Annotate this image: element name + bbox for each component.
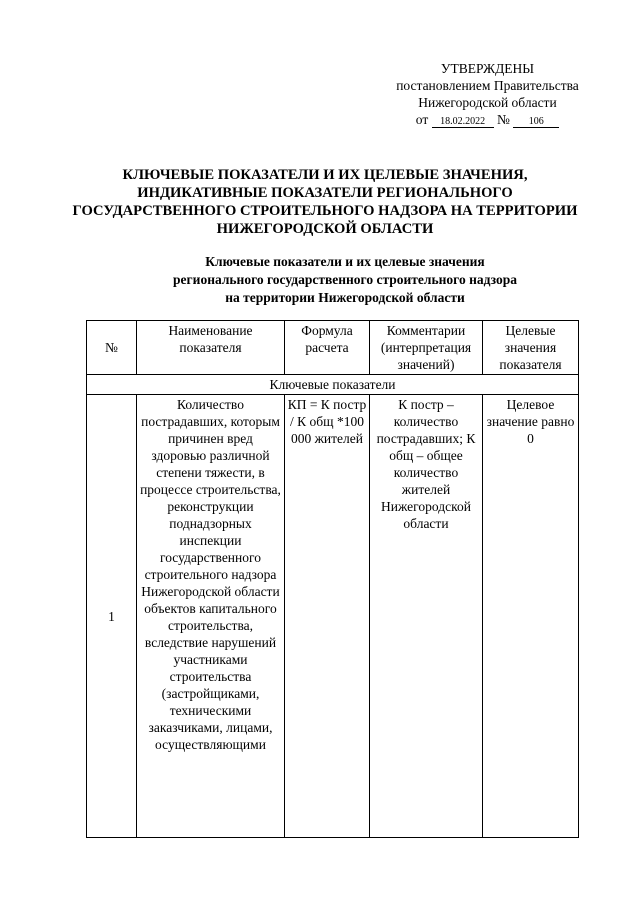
approval-number: 106: [513, 116, 559, 128]
approval-line: Нижегородской области: [418, 95, 557, 110]
table-title: [40, 253, 640, 307]
cell-target: Целевое значение равно 0: [483, 395, 579, 838]
section-row: [87, 375, 579, 395]
header-target: Целевые значения показателя: [483, 321, 579, 375]
header-formula: Формула расчета: [285, 321, 370, 375]
indicators-table: [86, 320, 579, 838]
date-prefix: от: [415, 112, 429, 127]
table-row: [87, 395, 579, 838]
cell-num: 1: [87, 395, 137, 838]
approval-date-line: [380, 111, 595, 128]
subtitle-line: на территории Нижегородской области: [225, 290, 465, 305]
approval-heading: УТВЕРЖДЕНЫ: [440, 61, 535, 76]
header-num: №: [87, 321, 137, 375]
title-line: ИНДИКАТИВНЫЕ ПОКАЗАТЕЛИ РЕГИОНАЛЬНОГО: [137, 185, 513, 201]
approval-date: 18.02.2022: [432, 116, 494, 128]
document-title: [40, 166, 610, 238]
cell-formula: КП = К постр / К общ *100 000 жителей: [285, 395, 370, 838]
title-line: НИЖЕГОРОДСКОЙ ОБЛАСТИ: [216, 221, 434, 237]
number-prefix: №: [496, 112, 510, 127]
section-label: Ключевые показатели: [87, 375, 579, 395]
table-header-row: [87, 321, 579, 375]
title-line: КЛЮЧЕВЫЕ ПОКАЗАТЕЛИ И ИХ ЦЕЛЕВЫЕ ЗНАЧЕНИЯ,: [122, 167, 528, 183]
subtitle-line: регионального государственного строительного надзора: [173, 272, 517, 287]
approval-block: [380, 60, 595, 128]
cell-comments: К постр – количество пострадавших; К общ – общее количество жителей Нижегородской области: [370, 395, 483, 838]
title-line: ГОСУДАРСТВЕННОГО СТРОИТЕЛЬНОГО НАДЗОРА НА ТЕРРИТОРИИ: [72, 203, 578, 219]
header-comments: Комментарии (интерпретация значений): [370, 321, 483, 375]
subtitle-line: Ключевые показатели и их целевые значения: [205, 254, 485, 269]
cell-name: Количество пострадавших, которым причинен вред здоровью различной степени тяжести, в процессе строительства, реконструкции поднадзорных инспекции государственного строительного надзора Нижегородской области объектов капитального строительства, вследствие нарушений участниками строительства (застройщиками, техническими заказчиками, лицами, осуществляющими: [137, 395, 285, 838]
header-name: Наименование показателя: [137, 321, 285, 375]
approval-line: постановлением Правительства: [396, 78, 579, 93]
